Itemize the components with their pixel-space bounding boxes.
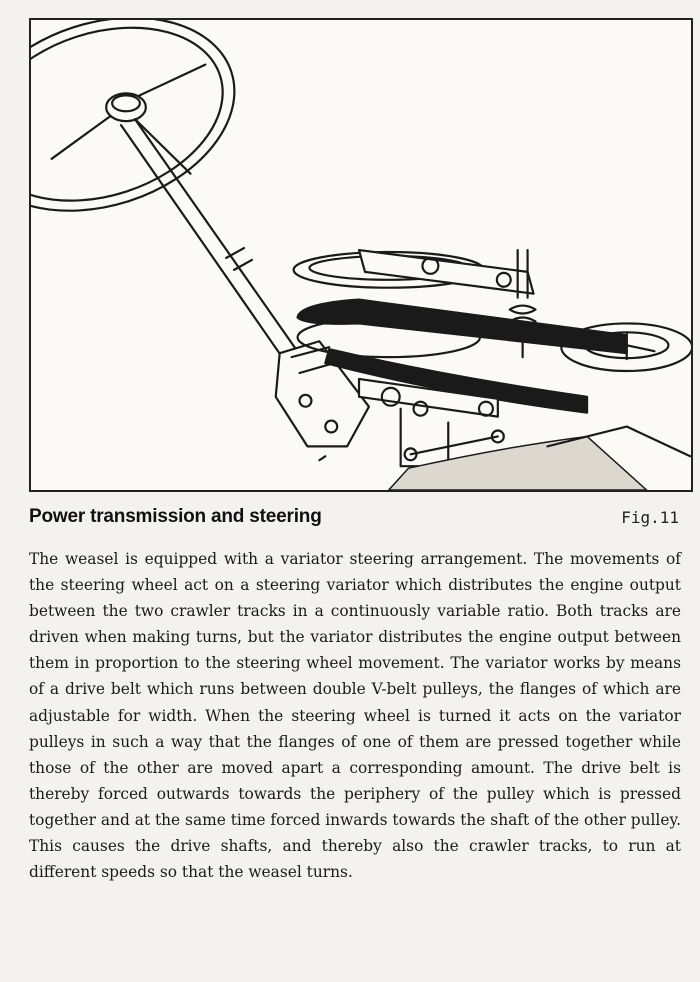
figure-number: Fig.11 — [621, 508, 679, 527]
heading-row — [29, 506, 679, 536]
steering-mechanism-drawing — [31, 20, 691, 490]
figure-illustration — [29, 18, 693, 492]
section-heading: Power transmission and steering — [29, 506, 322, 527]
body-paragraph: The weasel is equipped with a variator steering arrangement. The movements of the steering wheel act on a steering variator which distributes the engine output between the two crawler tracks in a continuously variable ratio. Both tracks are driven when making turns, but the variator distributes the engine output between them in proportion to the steering wheel movement. The variator works by means of a drive belt which runs between double V-belt pulleys, the flanges of which are adjustable for width. When the steering wheel is turned it acts on the variator pulleys in such a way that the flanges of one of them are pressed together while those of the other are moved apart a corresponding amount. The drive belt is thereby forced outwards towards the periphery of the pulley which is pressed together and at the same time forced inwards towards the shaft of the other pulley. This causes the drive shafts, and thereby also the crawler tracks, to run at different speeds so that the weasel turns. — [29, 550, 681, 882]
